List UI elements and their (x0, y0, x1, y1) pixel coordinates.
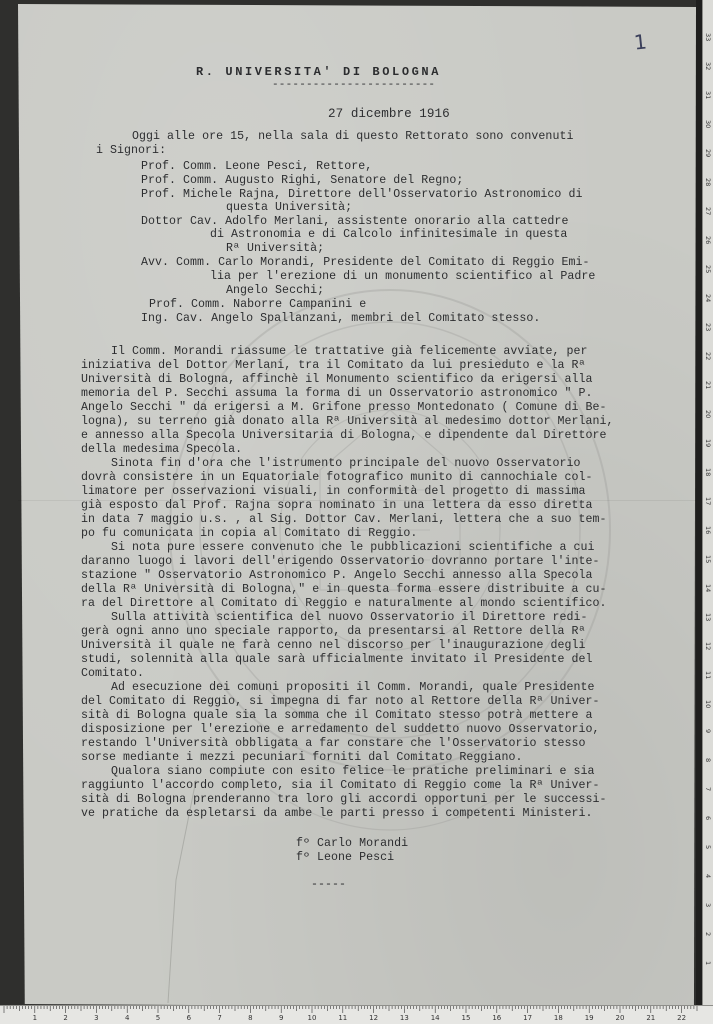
ruler-label: 2 (63, 1014, 68, 1022)
body-line: po fu comunicata in copia al Comitato di Reggio. (81, 527, 418, 540)
attendee-line: Rª Università; (226, 242, 325, 255)
vruler-label: 9 (704, 729, 712, 734)
ruler-label: 17 (523, 1014, 533, 1022)
attendee-line: di Astronomia e di Calcolo infinitesimale in questa (210, 228, 568, 241)
attendee-line: Prof. Michele Rajna, Direttore dell'Osservatorio Astronomico di (141, 188, 583, 201)
body-line: i Signori: (96, 144, 167, 157)
vruler-label: 19 (704, 439, 712, 448)
body-line: gerà ogni anno uno speciale rapporto, da presentarsi al Rettore della Rª (81, 625, 586, 638)
vruler-label: 7 (704, 787, 712, 792)
vruler-label: 22 (704, 352, 712, 361)
body-line: iniziativa del Dottor Merlani, tra il Comitato da lui presieduto e la Rª (81, 359, 586, 372)
body-line: e annesso alla Specola Universitaria di Bologna, e dipendente dal Direttore (81, 429, 607, 442)
ruler-label: 8 (248, 1014, 253, 1022)
body-line: del Comitato di Reggio, si impegna di far noto al Rettore della Rª Univer- (81, 695, 600, 708)
vruler-label: 32 (704, 62, 712, 71)
ruler-label: 14 (430, 1014, 440, 1022)
ruler-label: 7 (217, 1014, 222, 1022)
vruler-label: 15 (704, 555, 712, 564)
ruler-label: 6 (186, 1014, 192, 1022)
attendee-line: questa Università; (226, 201, 353, 214)
vruler-label: 1 (704, 961, 712, 966)
body-line: logna), su terreno già donato alla Rª Università al medesimo dottor Merlani, (81, 415, 614, 428)
vruler-label: 3 (704, 903, 712, 908)
handwritten-page-number: 1 (632, 29, 648, 55)
ruler-label: 22 (677, 1014, 687, 1022)
heading-underline: ------------------------ (272, 79, 436, 91)
attendee-line: Dottor Cav. Adolfo Merlani, assistente onorario alla cattedre (141, 215, 569, 228)
vruler-label: 17 (704, 497, 712, 506)
vruler-label: 21 (704, 381, 712, 390)
attendee-line: Angelo Secchi; (226, 284, 325, 297)
body-line: della Rª Università di Bologna," e in questa forma essere distribuite a cu- (81, 583, 607, 596)
vruler-label: 28 (704, 178, 712, 187)
vruler-label: 31 (704, 91, 712, 100)
body-line: Ad esecuzione dei comuni propositi il Comm. Morandi, quale Presidente (111, 681, 595, 694)
ruler-label: 9 (278, 1014, 284, 1022)
ruler-label: 10 (307, 1014, 317, 1022)
body-line: Oggi alle ore 15, nella sala di questo Rettorato sono convenuti (132, 130, 574, 143)
body-line: Sulla attività scientifica del nuovo Osservatorio il Direttore redi- (111, 611, 588, 624)
body-line: daranno luogo i lavori dell'erigendo Osservatorio dovranno portare l'inte- (81, 555, 600, 568)
attendee-line: Ing. Cav. Angelo Spallanzani, membri del Comitato stesso. (141, 312, 541, 325)
vruler-label: 12 (704, 642, 712, 651)
attendee-line: lia per l'erezione di un monumento scientifico al Padre (210, 270, 596, 283)
body-line: già esposto dal Prof. Rajna sopra nominato in una lettera da esso diretta (81, 499, 593, 512)
attendee-line: Prof. Comm. Leone Pesci, Rettore, (141, 160, 373, 173)
vruler-label: 16 (704, 526, 712, 535)
signature-line: fº Leone Pesci (296, 851, 395, 864)
body-line: sorse mediante i mezzi pecuniari forniti dal Comitato Reggiano. (81, 751, 523, 764)
body-line: restando l'Università obbligata a far constare che l'Osservatorio stesso (81, 737, 586, 750)
body-line: sità di Bologna quale sia la somma che il Comitato stesso potrà mettere a (81, 709, 593, 722)
vruler-label: 8 (704, 758, 712, 763)
ruler-label: 1 (32, 1014, 38, 1022)
body-line: raggiunto l'accordo completo, sia il Comitato di Reggio come la Rª Univer- (81, 779, 600, 792)
attendee-line: Prof. Comm. Augusto Righi, Senatore del Regno; (141, 174, 464, 187)
body-line: studi, solennità alla quale sarà ufficialmente invitato il Presidente del (81, 653, 593, 666)
vruler-label: 5 (704, 845, 712, 850)
signature-line: fº Carlo Morandi (296, 837, 409, 850)
body-line: sità di Bologna prenderanno tra loro gli accordi opportuni per le successi- (81, 793, 607, 806)
document-date: 27 dicembre 1916 (328, 107, 450, 121)
vruler-label: 11 (704, 671, 712, 680)
attendee-line: Prof. Comm. Naborre Campanini e (149, 298, 367, 311)
body-line: Università di Bologna, affinchè il Monumento scientifico da erigersi alla (81, 373, 593, 386)
vruler-label: 25 (704, 265, 712, 274)
vertical-scale-ruler (702, 0, 713, 1005)
ruler-label: 11 (338, 1014, 348, 1022)
closing-rule: ----- (311, 878, 347, 891)
vruler-label: 23 (704, 323, 712, 332)
body-line: dovrà consistere in un Equatoriale fotografico munito di cannochiale col- (81, 471, 593, 484)
body-line: ve pratiche da espletarsi da ambe le parti presso i competenti Ministeri. (81, 807, 593, 820)
vruler-label: 13 (704, 613, 712, 622)
body-line: Il Comm. Morandi riassume le trattative già felicemente avviate, per (111, 345, 588, 358)
ruler-label: 4 (124, 1014, 130, 1022)
body-line: Università il quale ne farà cenno nel discorso per l'inaugurazione degli (81, 639, 586, 652)
body-line: Angelo Secchi " da erigersi a M. Grifone presso Montedonato ( Comune di Be- (81, 401, 607, 414)
body-line: stazione " Osservatorio Astronomico P. Angelo Secchi annesso alla Specola (81, 569, 593, 582)
scale-ruler (0, 1005, 713, 1024)
attendee-line: Avv. Comm. Carlo Morandi, Presidente del Comitato di Reggio Emi- (141, 256, 590, 269)
ruler-label: 20 (615, 1014, 625, 1022)
vruler-label: 24 (704, 294, 712, 303)
ruler-label: 5 (155, 1014, 161, 1022)
vruler-label: 27 (704, 207, 712, 216)
vruler-label: 29 (704, 149, 712, 158)
body-line: Qualora siano compiute con esito felice le pratiche preliminari e sia (111, 765, 595, 778)
ruler-label: 21 (646, 1014, 656, 1022)
body-line: Sinota fin d'ora che l'istrumento principale del nuovo Osservatorio (111, 457, 581, 470)
body-line: memoria del P. Secchi assuma la forma di un Osservatorio astronomico " P. (81, 387, 593, 400)
body-line: disposizione per l'erezione e arredamento del suddetto nuovo Osservatorio, (81, 723, 600, 736)
ruler-label: 13 (399, 1014, 409, 1022)
vruler-label: 20 (704, 410, 712, 419)
vruler-label: 26 (704, 236, 712, 245)
ruler-label: 12 (369, 1014, 379, 1022)
body-line: ra del Direttore al Comitato di Reggio e naturalmente al mondo scientifico. (81, 597, 607, 610)
vruler-label: 18 (704, 468, 712, 477)
ruler-label: 16 (492, 1014, 502, 1022)
vruler-label: 30 (704, 120, 712, 129)
vruler-label: 6 (704, 816, 712, 821)
ruler-label: 3 (94, 1014, 99, 1022)
ruler-label: 18 (553, 1014, 563, 1022)
body-line: Si nota pure essere convenuto che le pubblicazioni scientifiche a cui (111, 541, 595, 554)
vruler-label: 14 (704, 584, 712, 593)
ruler-ticks (0, 1006, 713, 1024)
vruler-label: 4 (704, 874, 712, 879)
body-line: in data 7 maggio u.s. , al Sig. Dottor Cav. Merlani, lettera che a suo tem- (81, 513, 607, 526)
body-line: Comitato. (81, 667, 145, 680)
vruler-label: 2 (704, 932, 712, 937)
body-line: limatore per osservazioni visuali, in conformità del progetto di massima (81, 485, 586, 498)
vruler-label: 10 (704, 700, 712, 709)
vruler-label: 33 (704, 33, 712, 42)
body-line: della medesima Specola. (81, 443, 243, 456)
document-heading: R. UNIVERSITA' DI BOLOGNA (196, 65, 442, 79)
ruler-label: 15 (461, 1014, 471, 1022)
ruler-label: 19 (584, 1014, 594, 1022)
